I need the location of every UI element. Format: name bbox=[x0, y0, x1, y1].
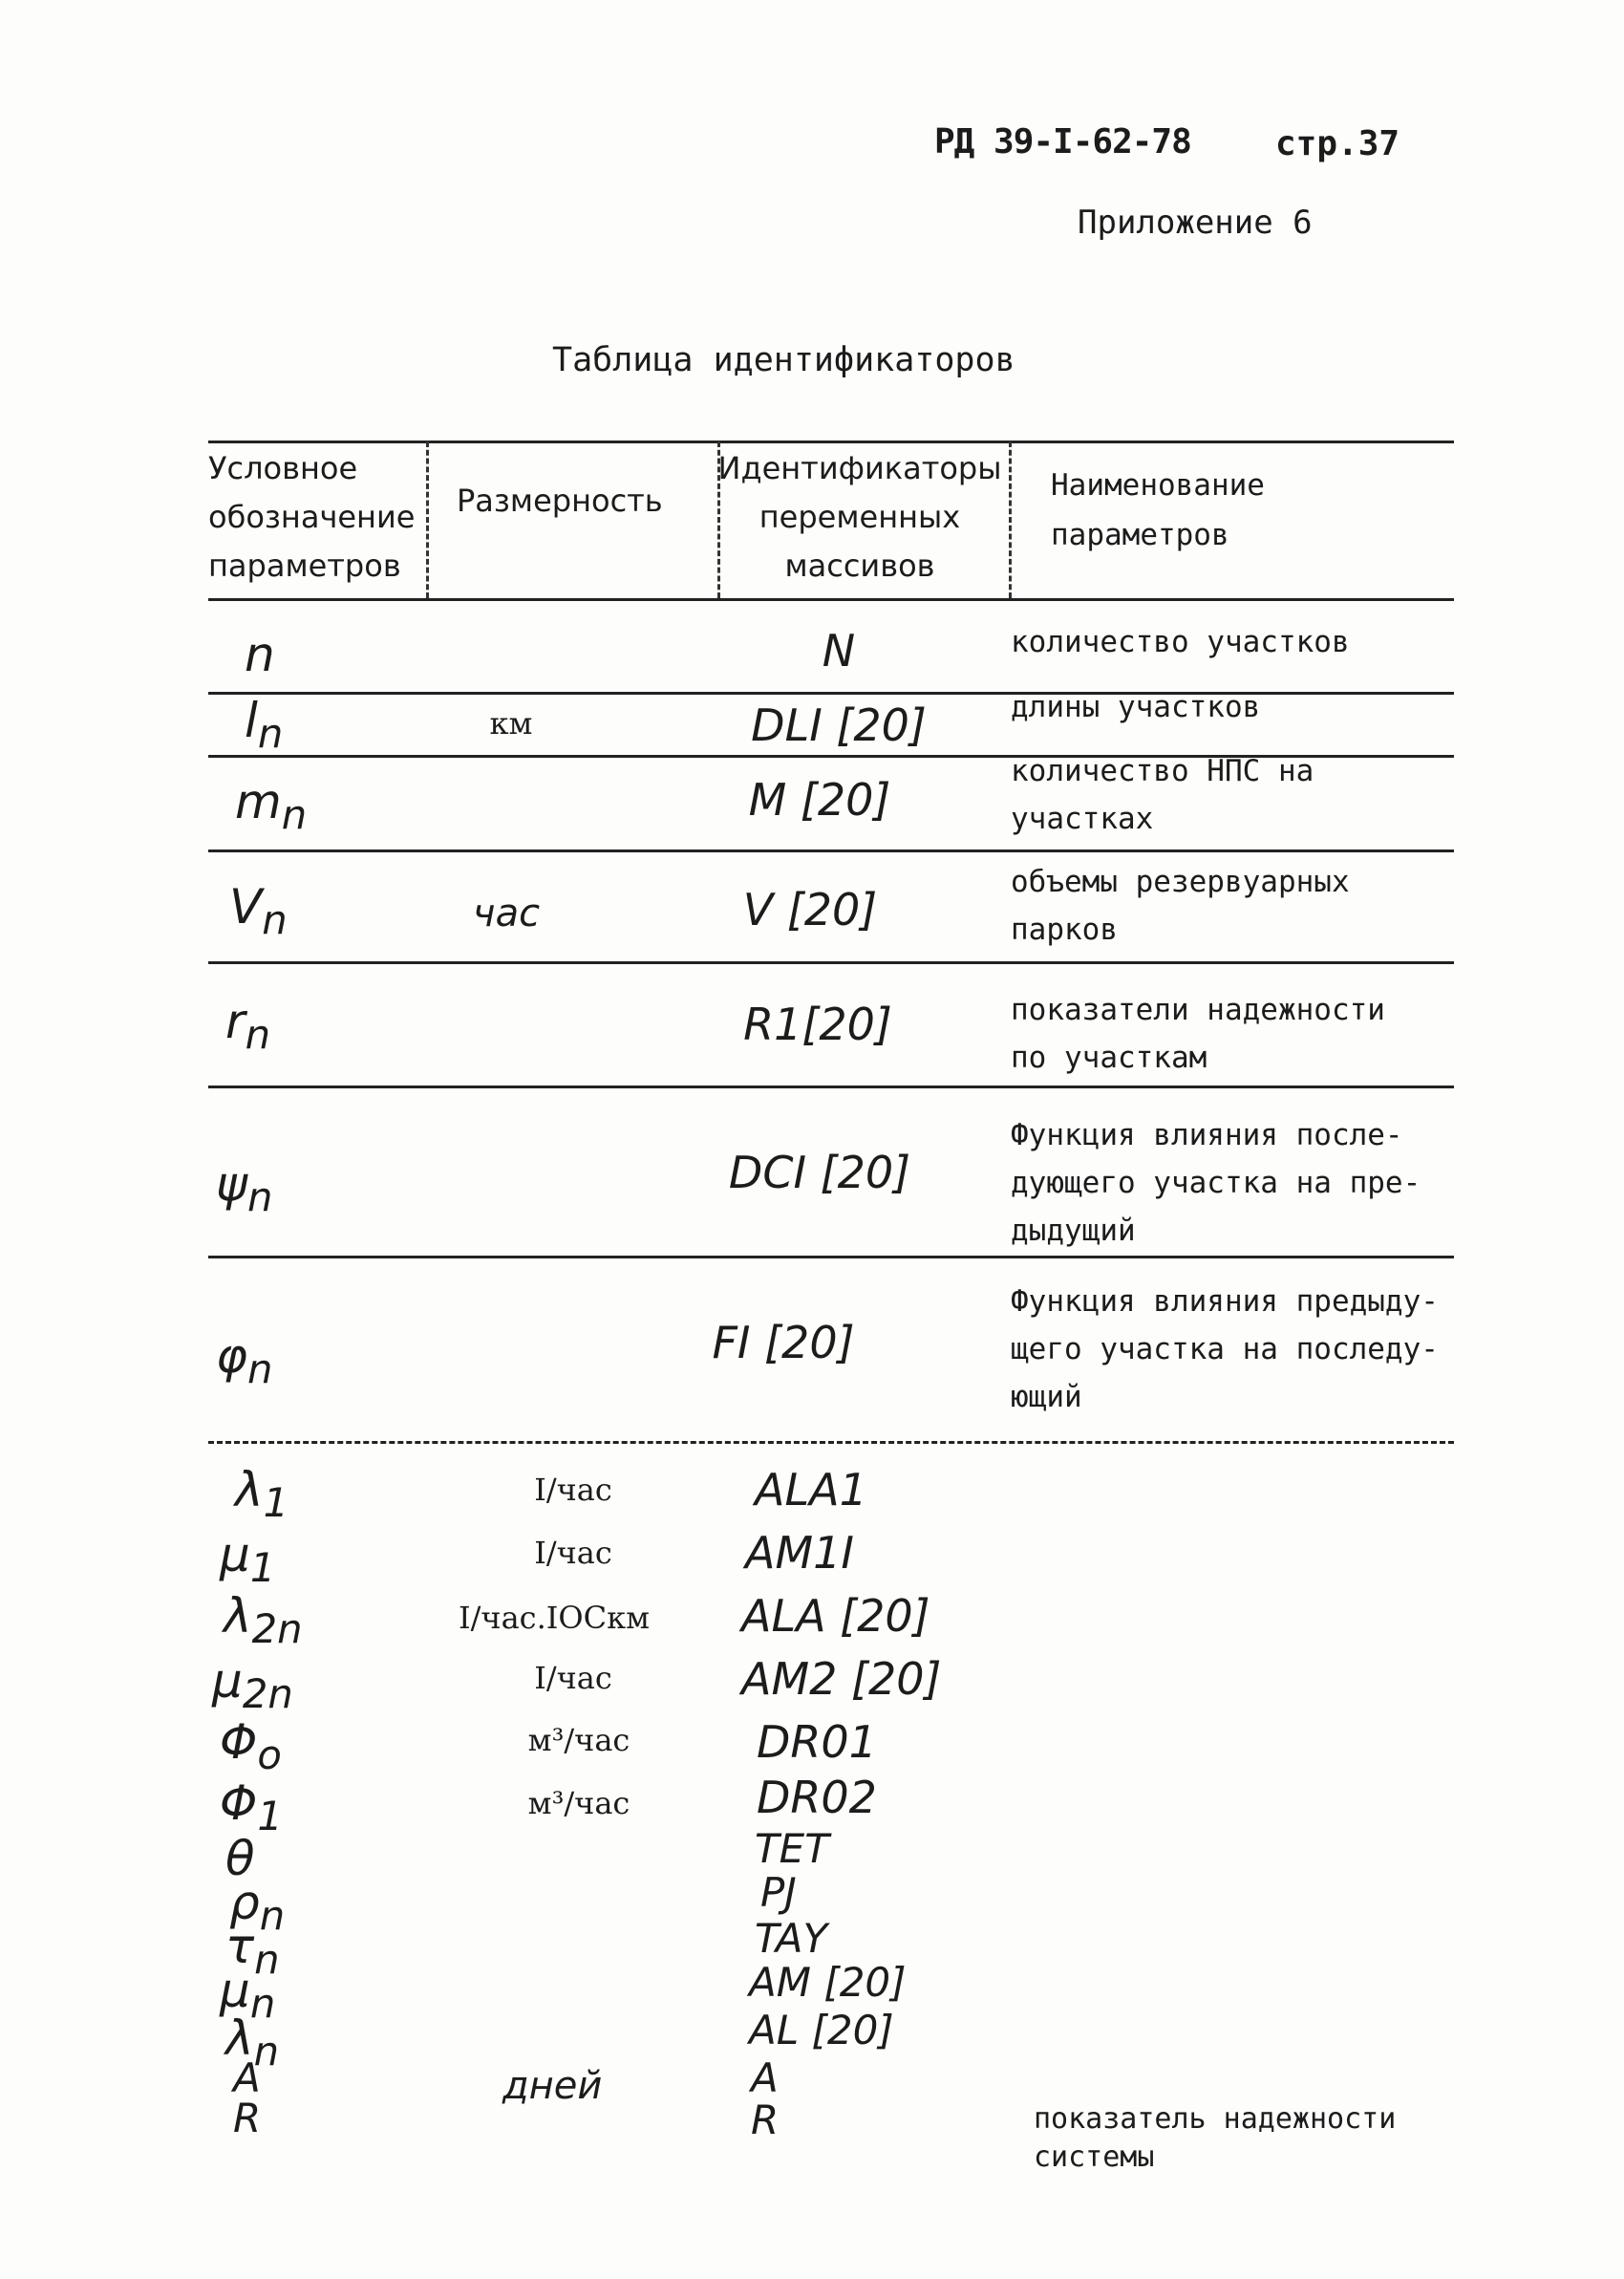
list-identifier: TET bbox=[755, 1825, 829, 1872]
list-symbol: θ bbox=[225, 1831, 255, 1886]
list-dimension: м³/час bbox=[527, 1785, 630, 1821]
list-symbol: $\mu_{2n}$ bbox=[212, 1653, 293, 1717]
reliability-note: показатель надежности системы bbox=[1034, 2102, 1397, 2174]
row-description: Функция влияния предыду- щего участка на последу- ющий bbox=[1011, 1284, 1439, 1414]
list-symbol: R bbox=[233, 2095, 262, 2141]
column-header-name: Наименование параметров bbox=[1051, 468, 1265, 552]
row-symbol: n bbox=[245, 627, 275, 682]
row-description: показатели надежности по участкам bbox=[1011, 993, 1385, 1075]
row-identifier: DLI [20] bbox=[751, 699, 927, 751]
appendix-label: Приложение 6 bbox=[1078, 204, 1313, 242]
list-symbol: $\tau_n$ bbox=[225, 1919, 280, 1983]
row-identifier: R1[20] bbox=[743, 999, 892, 1050]
list-dimension: I/час bbox=[534, 1535, 612, 1571]
list-dimension: I/час bbox=[534, 1472, 612, 1508]
row-identifier: N bbox=[822, 625, 856, 677]
row-rule bbox=[208, 849, 1454, 852]
list-symbol: $\mu_1$ bbox=[220, 1527, 276, 1591]
list-dimension: м³/час bbox=[527, 1722, 630, 1758]
list-identifier: AL [20] bbox=[749, 2007, 894, 2053]
row-dimension: час bbox=[472, 892, 541, 935]
list-identifier: AM [20] bbox=[749, 1959, 907, 2006]
list-identifier: A bbox=[751, 2054, 779, 2101]
row-identifier: DCI [20] bbox=[728, 1147, 911, 1198]
list-identifier: PJ bbox=[760, 1869, 797, 1916]
row-description: длины участков bbox=[1011, 690, 1261, 724]
list-identifier: DR02 bbox=[757, 1772, 877, 1823]
list-symbol: A bbox=[233, 2054, 261, 2101]
column-header-symbol: Условное обозначение параметров bbox=[208, 450, 416, 584]
list-symbol: $\rho_n$ bbox=[229, 1875, 286, 1939]
row-symbol: $V_n$ bbox=[229, 879, 288, 943]
table-title: Таблица идентификаторов bbox=[552, 341, 1015, 379]
list-symbol: $\lambda_{2n}$ bbox=[224, 1588, 303, 1652]
list-symbol: $\mu_n$ bbox=[220, 1963, 276, 2027]
list-identifier: AM1I bbox=[745, 1527, 854, 1579]
column-divider bbox=[426, 441, 429, 598]
header-bottom-rule bbox=[208, 598, 1454, 601]
document-code: РД 39-I-62-78 bbox=[934, 122, 1191, 161]
row-identifier: FI [20] bbox=[712, 1317, 855, 1368]
row-symbol: $\psi_n$ bbox=[216, 1156, 273, 1220]
row-symbol: $l_n$ bbox=[245, 693, 284, 757]
list-dimension: I/час.IOCкм bbox=[459, 1600, 650, 1636]
list-symbol: $\lambda_n$ bbox=[225, 2010, 279, 2075]
column-header-dimension: Размерность bbox=[457, 483, 663, 519]
list-identifier: R bbox=[751, 2096, 780, 2143]
list-symbol: $\Phi_1$ bbox=[220, 1775, 283, 1839]
row-symbol: $\varphi_n$ bbox=[216, 1328, 273, 1392]
row-dimension: км bbox=[489, 705, 533, 742]
list-identifier: AM2 [20] bbox=[741, 1653, 942, 1705]
row-symbol: $m_n$ bbox=[235, 774, 308, 838]
row-description: Функция влияния после- дующего участка на пре- дыдущий bbox=[1011, 1118, 1421, 1248]
list-identifier: DR01 bbox=[757, 1716, 877, 1768]
table-top-rule bbox=[208, 441, 1454, 443]
column-divider bbox=[1009, 441, 1012, 598]
row-symbol: $r_n$ bbox=[225, 994, 270, 1058]
row-identifier: V [20] bbox=[742, 884, 878, 935]
row-description: количество НПС на участках bbox=[1011, 754, 1314, 836]
column-header-identifier: Идентификаторы переменных массивов bbox=[717, 450, 1002, 584]
list-symbol: $\lambda_1$ bbox=[235, 1462, 289, 1526]
list-dimension: I/час bbox=[534, 1660, 612, 1696]
list-identifier: ALA [20] bbox=[741, 1590, 930, 1642]
row-rule bbox=[208, 961, 1454, 964]
row-identifier: M [20] bbox=[748, 774, 891, 826]
list-identifier: ALA1 bbox=[755, 1464, 867, 1516]
row-description: количество участков bbox=[1011, 625, 1350, 659]
row-description: объемы резервуарных парков bbox=[1011, 865, 1350, 947]
row-rule bbox=[208, 1441, 1454, 1444]
row-rule bbox=[208, 1086, 1454, 1088]
page-number: стр.37 bbox=[1275, 124, 1400, 163]
list-dimension: дней bbox=[502, 2064, 603, 2108]
row-rule bbox=[208, 692, 1454, 695]
list-identifier: TAY bbox=[755, 1915, 828, 1962]
list-symbol: $\Phi_o$ bbox=[220, 1714, 282, 1778]
row-rule bbox=[208, 1256, 1454, 1258]
